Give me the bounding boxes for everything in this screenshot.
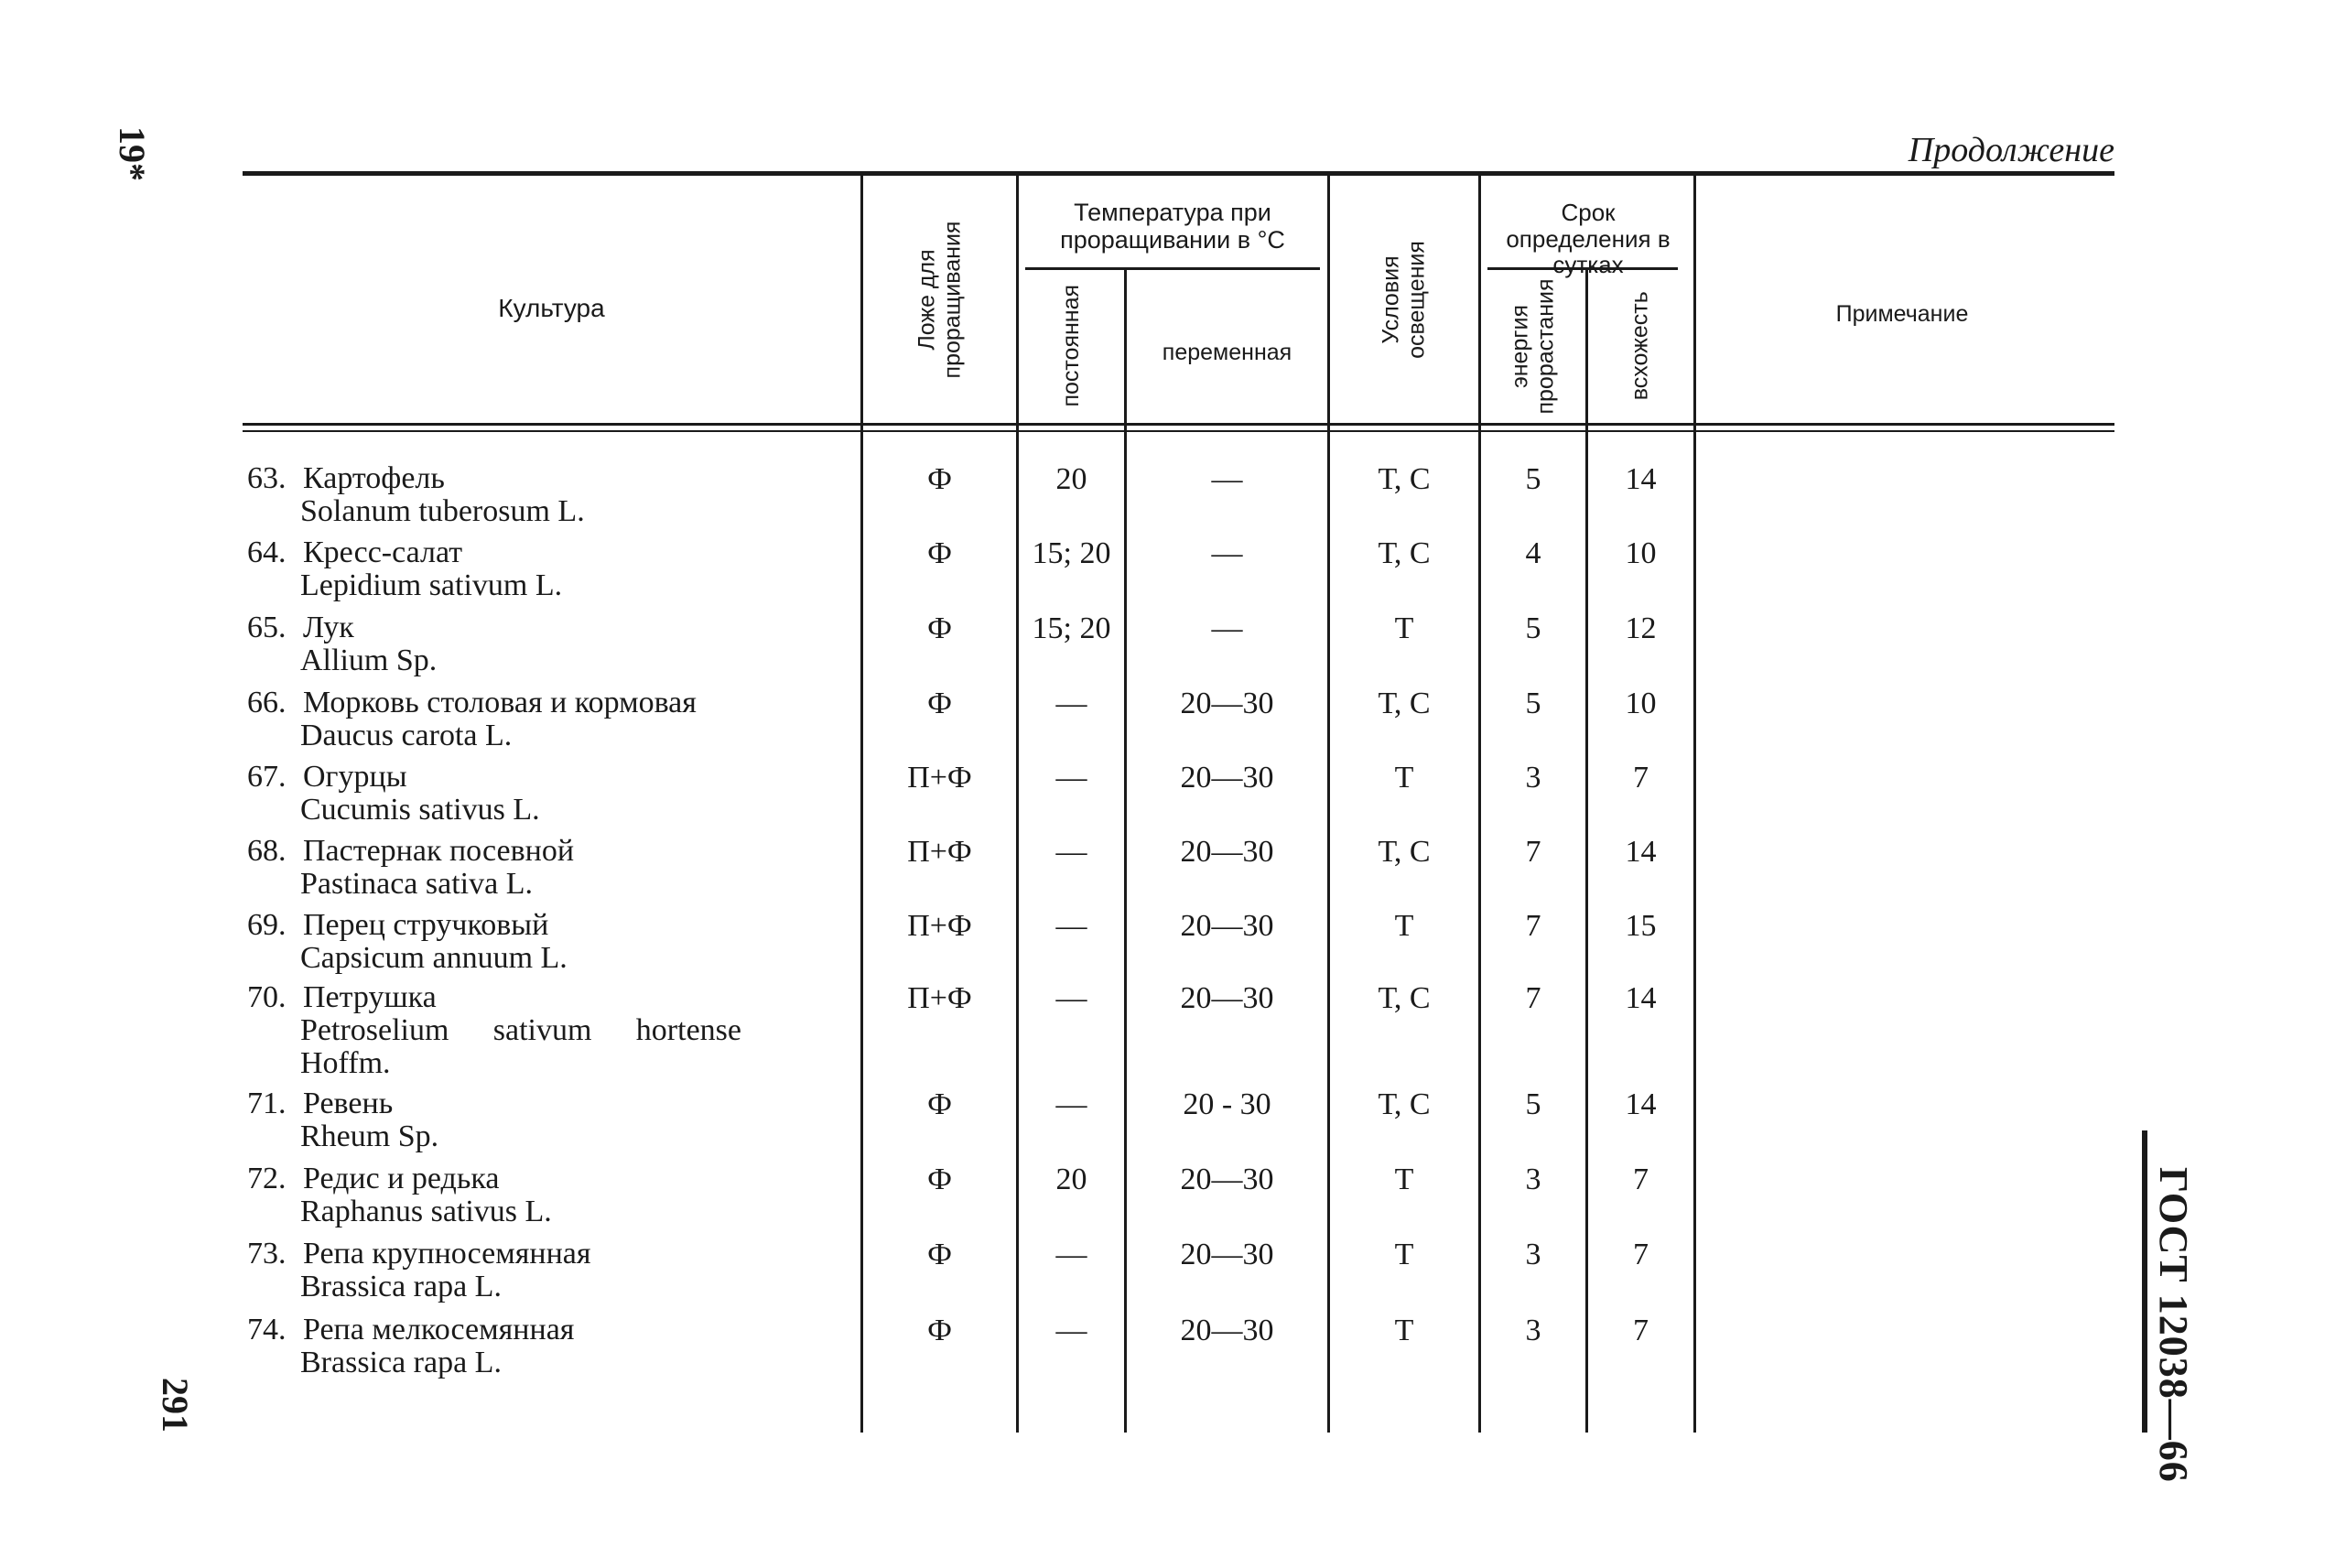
header-culture: Культура — [498, 294, 605, 322]
row-germination: 7 — [1633, 1162, 1649, 1196]
row-energy: 7 — [1525, 909, 1541, 943]
row-name-ru: Картофель — [295, 461, 445, 495]
row-lighting: Т — [1394, 909, 1414, 943]
row-lighting: Т, С — [1378, 536, 1431, 570]
row-bed: П+Ф — [907, 981, 972, 1015]
row-name-latin: Pastinaca sativa L. — [300, 867, 533, 901]
row-energy: 3 — [1525, 1162, 1541, 1196]
standard-code-bar — [2142, 1130, 2147, 1433]
row-culture — [247, 462, 585, 528]
row-lighting: Т — [1394, 1314, 1414, 1347]
row-temp-constant: — — [1055, 835, 1087, 869]
page-number-top: 19* — [112, 126, 153, 181]
row-name-latin-word: Petroselium — [300, 1013, 449, 1047]
row-energy: 3 — [1525, 1238, 1541, 1271]
row-lighting: Т — [1394, 611, 1414, 645]
row-lighting: Т, С — [1378, 687, 1431, 720]
row-culture-name-line — [247, 835, 574, 868]
header-temperature: Температура при проращивании в °С — [1060, 199, 1285, 254]
header-term-germination-cell — [1588, 271, 1693, 421]
row-name-ru: Морковь столовая и кормовая — [295, 686, 697, 719]
row-temp-constant: — — [1055, 761, 1087, 795]
row-culture-name-line — [247, 1238, 591, 1271]
header-term-germination: всхожесть — [1627, 291, 1653, 401]
header-lighting-cell — [1330, 178, 1478, 421]
row-culture-name-line — [247, 909, 568, 942]
row-germination: 14 — [1625, 462, 1657, 496]
row-lighting: Т — [1394, 761, 1414, 795]
row-lighting: Т — [1394, 1238, 1414, 1271]
row-germination: 15 — [1625, 909, 1657, 943]
row-bed: П+Ф — [907, 909, 972, 943]
row-temp-variable: 20—30 — [1180, 1314, 1274, 1347]
row-germination: 7 — [1633, 761, 1649, 795]
row-culture-name-line — [247, 536, 562, 569]
row-culture — [247, 1087, 438, 1153]
row-number: 71. — [247, 1087, 287, 1120]
row-culture — [247, 1314, 574, 1379]
row-bed: Ф — [927, 1238, 952, 1271]
row-energy: 7 — [1525, 835, 1541, 869]
row-number: 69. — [247, 908, 287, 942]
row-name-latin: Brassica rapa L. — [300, 1270, 502, 1303]
header-lighting: Условия освещения — [1378, 241, 1429, 359]
row-bed: Ф — [927, 1162, 952, 1196]
row-lighting: Т, С — [1378, 1087, 1431, 1121]
header-temp-variable: переменная — [1162, 340, 1292, 365]
row-germination: 12 — [1625, 611, 1657, 645]
row-culture — [247, 687, 697, 752]
table-top-rule — [243, 171, 2114, 176]
row-name-latin-cont: Hoffm. — [300, 1046, 391, 1080]
row-germination: 10 — [1625, 687, 1657, 720]
row-bed: П+Ф — [907, 835, 972, 869]
row-bed: Ф — [927, 1314, 952, 1347]
header-note: Примечание — [1835, 301, 1969, 327]
row-energy: 7 — [1525, 981, 1541, 1015]
row-culture-name-line — [247, 1162, 552, 1195]
row-temp-variable: 20—30 — [1180, 1162, 1274, 1196]
row-temp-variable: 20—30 — [1180, 981, 1274, 1015]
continuation-label: Продолжение — [1908, 131, 2114, 169]
row-name-ru: Редис и редька — [295, 1162, 500, 1195]
row-energy: 3 — [1525, 1314, 1541, 1347]
row-name-latin: Solanum tuberosum L. — [300, 494, 585, 528]
row-germination: 14 — [1625, 981, 1657, 1015]
row-culture-name-line — [247, 1087, 438, 1120]
header-temp-constant-cell — [1019, 271, 1124, 421]
row-germination: 14 — [1625, 1087, 1657, 1121]
row-name-ru: Лук — [295, 611, 354, 644]
row-temp-constant: — — [1055, 1314, 1087, 1347]
row-culture — [247, 761, 540, 827]
row-culture-name-line — [247, 462, 585, 495]
temperature-group-rule — [1025, 267, 1320, 270]
row-temp-constant: 15; 20 — [1032, 611, 1111, 645]
row-culture — [247, 981, 741, 1080]
row-name-ru: Репа крупносемянная — [295, 1237, 591, 1271]
row-name-ru: Пастернак посевной — [295, 834, 575, 868]
row-energy: 5 — [1525, 462, 1541, 496]
row-name-ru: Огурцы — [295, 760, 407, 794]
col-rule-note-left — [1693, 174, 1696, 1433]
row-temp-constant: 15; 20 — [1032, 536, 1111, 570]
header-term-energy: энергия прорастания — [1507, 277, 1559, 415]
row-culture-name-line — [247, 687, 697, 719]
row-name-latin: Capsicum annuum L. — [300, 941, 568, 975]
row-name-latin-word: sativum — [492, 1013, 592, 1047]
row-name-latin: Allium Sp. — [300, 643, 438, 677]
row-culture-name-line — [247, 761, 540, 794]
row-temp-variable: 20—30 — [1180, 1238, 1274, 1271]
row-germination: 10 — [1625, 536, 1657, 570]
row-number: 70. — [247, 980, 287, 1014]
row-lighting: Т, С — [1378, 981, 1431, 1015]
row-temp-variable: 20—30 — [1180, 761, 1274, 795]
row-number: 73. — [247, 1237, 287, 1271]
row-temp-variable: 20—30 — [1180, 909, 1274, 943]
row-culture — [247, 1238, 591, 1303]
row-temp-variable: — — [1211, 536, 1243, 570]
row-name-latin-word: hortense — [635, 1013, 741, 1047]
row-bed: Ф — [927, 462, 952, 496]
row-number: 72. — [247, 1162, 287, 1195]
row-bed: Ф — [927, 611, 952, 645]
row-culture — [247, 536, 562, 602]
row-name-ru: Перец стручковый — [295, 908, 549, 942]
row-name-ru: Петрушка — [295, 980, 437, 1014]
row-number: 74. — [247, 1313, 287, 1346]
row-culture-name-line — [247, 981, 741, 1014]
row-name-ru: Ревень — [295, 1087, 394, 1120]
row-number: 63. — [247, 461, 287, 495]
row-name-ru: Репа мелкосемянная — [295, 1313, 575, 1346]
row-temp-variable: — — [1211, 611, 1243, 645]
row-temp-constant: 20 — [1055, 1162, 1087, 1196]
row-lighting: Т, С — [1378, 462, 1431, 496]
row-temp-constant: — — [1055, 1087, 1087, 1121]
row-lighting: Т — [1394, 1162, 1414, 1196]
row-number: 64. — [247, 535, 287, 569]
row-temp-constant: — — [1055, 1238, 1087, 1271]
row-bed: Ф — [927, 536, 952, 570]
row-number: 68. — [247, 834, 287, 868]
row-name-latin: Cucumis sativus L. — [300, 793, 540, 827]
header-bed-cell — [863, 178, 1016, 421]
page-number-bottom: 291 — [155, 1378, 196, 1433]
row-culture — [247, 611, 437, 677]
header-term-energy-cell — [1481, 271, 1585, 421]
row-energy: 3 — [1525, 761, 1541, 795]
row-germination: 7 — [1633, 1314, 1649, 1347]
header-bottom-rule-1 — [243, 423, 2114, 426]
row-name-ru: Кресс-салат — [295, 535, 463, 569]
row-germination: 14 — [1625, 835, 1657, 869]
row-temp-variable: 20—30 — [1180, 687, 1274, 720]
row-energy: 5 — [1525, 611, 1541, 645]
row-culture — [247, 909, 568, 975]
row-energy: 5 — [1525, 1087, 1541, 1121]
header-bottom-rule-2 — [243, 430, 2114, 432]
row-name-latin: Daucus carota L. — [300, 719, 513, 752]
row-temp-constant: — — [1055, 687, 1087, 720]
row-name-latin: Brassica rapa L. — [300, 1346, 502, 1379]
header-bed: Ложе для проращивания — [914, 221, 965, 379]
row-temp-constant: 20 — [1055, 462, 1087, 496]
row-culture — [247, 1162, 552, 1228]
row-number: 65. — [247, 611, 287, 644]
row-name-latin: Lepidium sativum L. — [300, 568, 563, 602]
row-culture-name-line — [247, 1314, 574, 1346]
row-temp-constant: — — [1055, 909, 1087, 943]
row-culture-name-line — [247, 611, 437, 644]
row-temp-variable: 20 - 30 — [1183, 1087, 1271, 1121]
row-temp-variable: 20—30 — [1180, 835, 1274, 869]
row-bed: Ф — [927, 687, 952, 720]
row-temp-constant: — — [1055, 981, 1087, 1015]
row-name-latin: Rheum Sp. — [300, 1119, 439, 1153]
header-term: Срок определения в сутках — [1506, 199, 1671, 279]
row-bed: П+Ф — [907, 761, 972, 795]
row-temp-variable: — — [1211, 462, 1243, 496]
row-culture — [247, 835, 574, 901]
row-energy: 5 — [1525, 687, 1541, 720]
standard-code: ГОСТ 12038—66 — [2151, 1167, 2196, 1483]
header-temp-constant: постоянная — [1057, 285, 1084, 407]
row-germination: 7 — [1633, 1238, 1649, 1271]
row-name-latin: Raphanus sativus L. — [300, 1195, 552, 1228]
row-number: 66. — [247, 686, 287, 719]
row-number: 67. — [247, 760, 287, 794]
row-energy: 4 — [1525, 536, 1541, 570]
row-name-latin — [247, 1014, 741, 1047]
row-bed: Ф — [927, 1087, 952, 1121]
row-lighting: Т, С — [1378, 835, 1431, 869]
